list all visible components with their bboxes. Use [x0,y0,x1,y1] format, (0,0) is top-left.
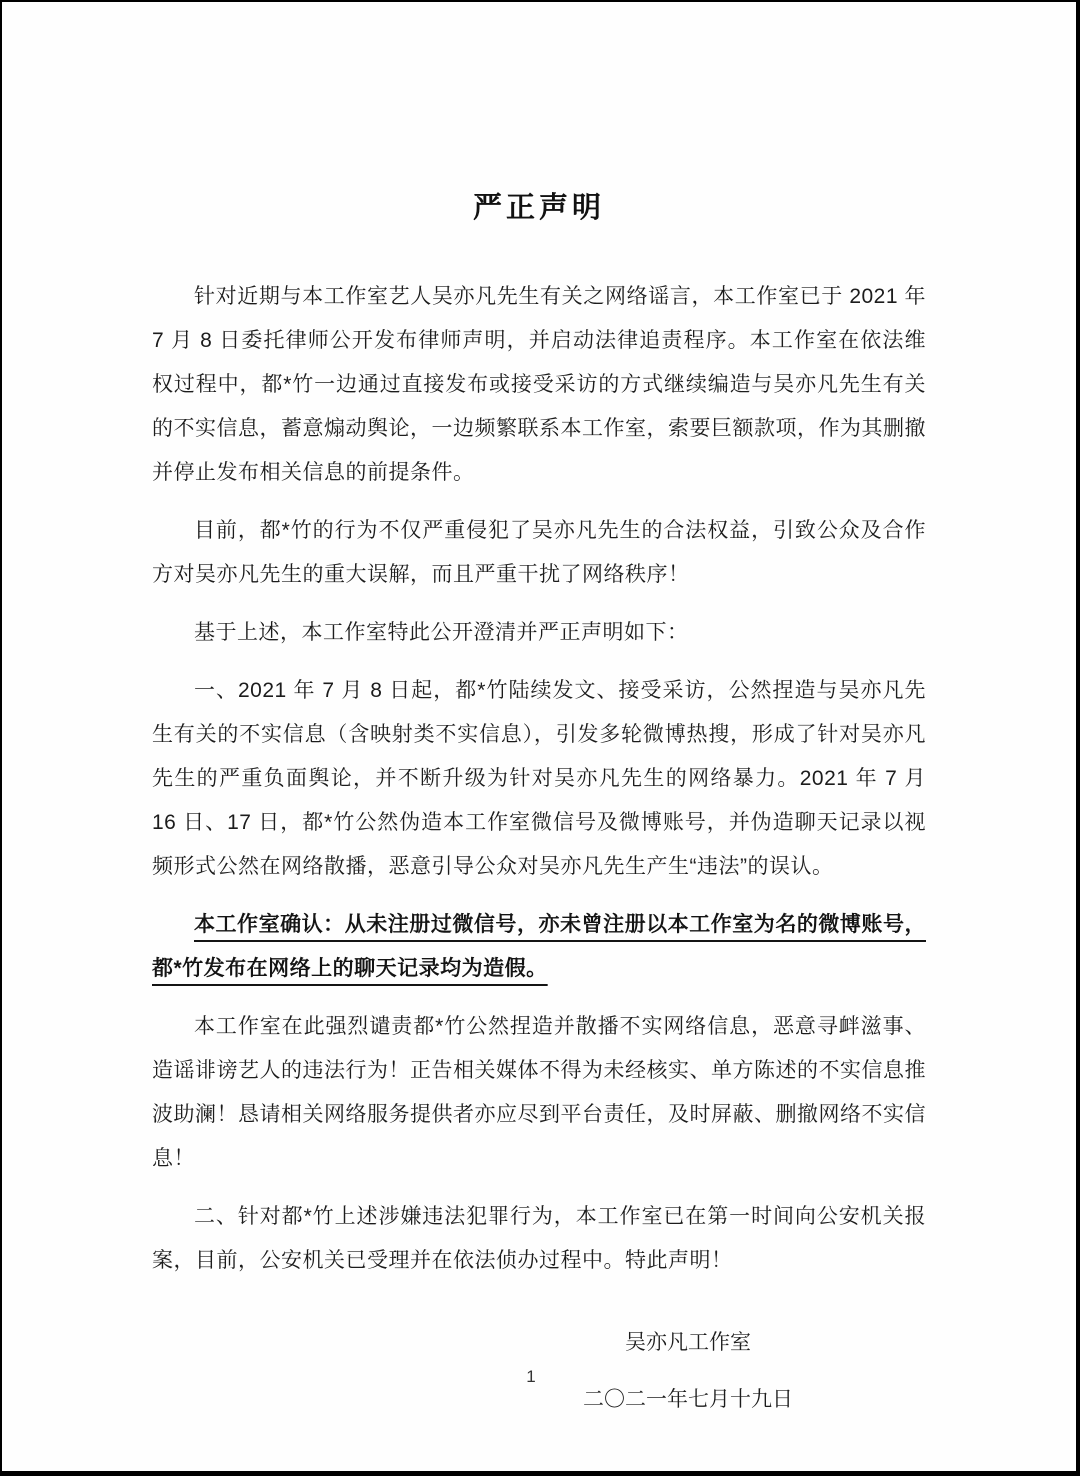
page-number: 1 [526,1367,536,1386]
document-content [2,187,1076,1422]
statement-title: 严正声明 [472,192,605,224]
paragraph-condemnation: 本工作室在此强烈谴责都*竹公然捏造并散播不实网络信息，恶意寻衅滋事、造谣诽谤艺人的违法行为！正告相关媒体不得为未经核实、单方陈述的不实信息推波助澜！恳请相关网络服务提供者亦应尽到平台责任，及时屏蔽、删撤网络不实信息！ [152,1015,926,1170]
signature-date: 二〇二一年七月十九日 [583,1388,793,1411]
paragraph-harm: 目前，都*竹的行为不仅严重侵犯了吴亦凡先生的合法权益，引致公众及合作方对吴亦凡先生的重大误解，而且严重干扰了网络秩序！ [152,519,926,586]
paragraph-item-two: 二、针对都*竹上述涉嫌违法犯罪行为，本工作室已在第一时间向公安机关报案，目前，公安机关已受理并在依法侦办过程中。特此声明！ [152,1205,926,1272]
paragraph-item-one: 一、2021 年 7 月 8 日起，都*竹陆续发文、接受采访，公然捏造与吴亦凡先生有关的不实信息（含映射类不实信息），引发多轮微博热搜，形成了针对吴亦凡先生的严重负面舆论，并不断升级为针对吴亦凡先生的网络暴力。2021 年 7 月 16 日、17 日，都*竹公然伪造本工作室微信号及微博账号，并伪造聊天记录以视频形式公然在网络散播，恶意引导公众对吴亦凡先生产生“违法”的误认。 [152,679,926,878]
paragraph-intro: 针对近期与本工作室艺人吴亦凡先生有关之网络谣言，本工作室已于 2021 年 7 月 8 日委托律师公开发布律师声明，并启动法律追责程序。本工作室在依法维权过程中，都*竹一边通过直接发布或接受采访的方式继续编造与吴亦凡先生有关的不实信息，蓄意煽动舆论，一边频繁联系本工作室，索要巨额款项，作为其删撤并停止发布相关信息的前提条件。 [152,285,926,484]
statement-body [152,275,926,1283]
paragraph-confirmation-underlined: 本工作室确认：从未注册过微信号，亦未曾注册以本工作室为名的微博账号，都*竹发布在网络上的聊天记录均为造假。 [152,913,926,980]
signature-studio-name: 吴亦凡工作室 [625,1331,751,1354]
paragraph-lead-in: 基于上述，本工作室特此公开澄清并严正声明如下： [194,621,689,644]
